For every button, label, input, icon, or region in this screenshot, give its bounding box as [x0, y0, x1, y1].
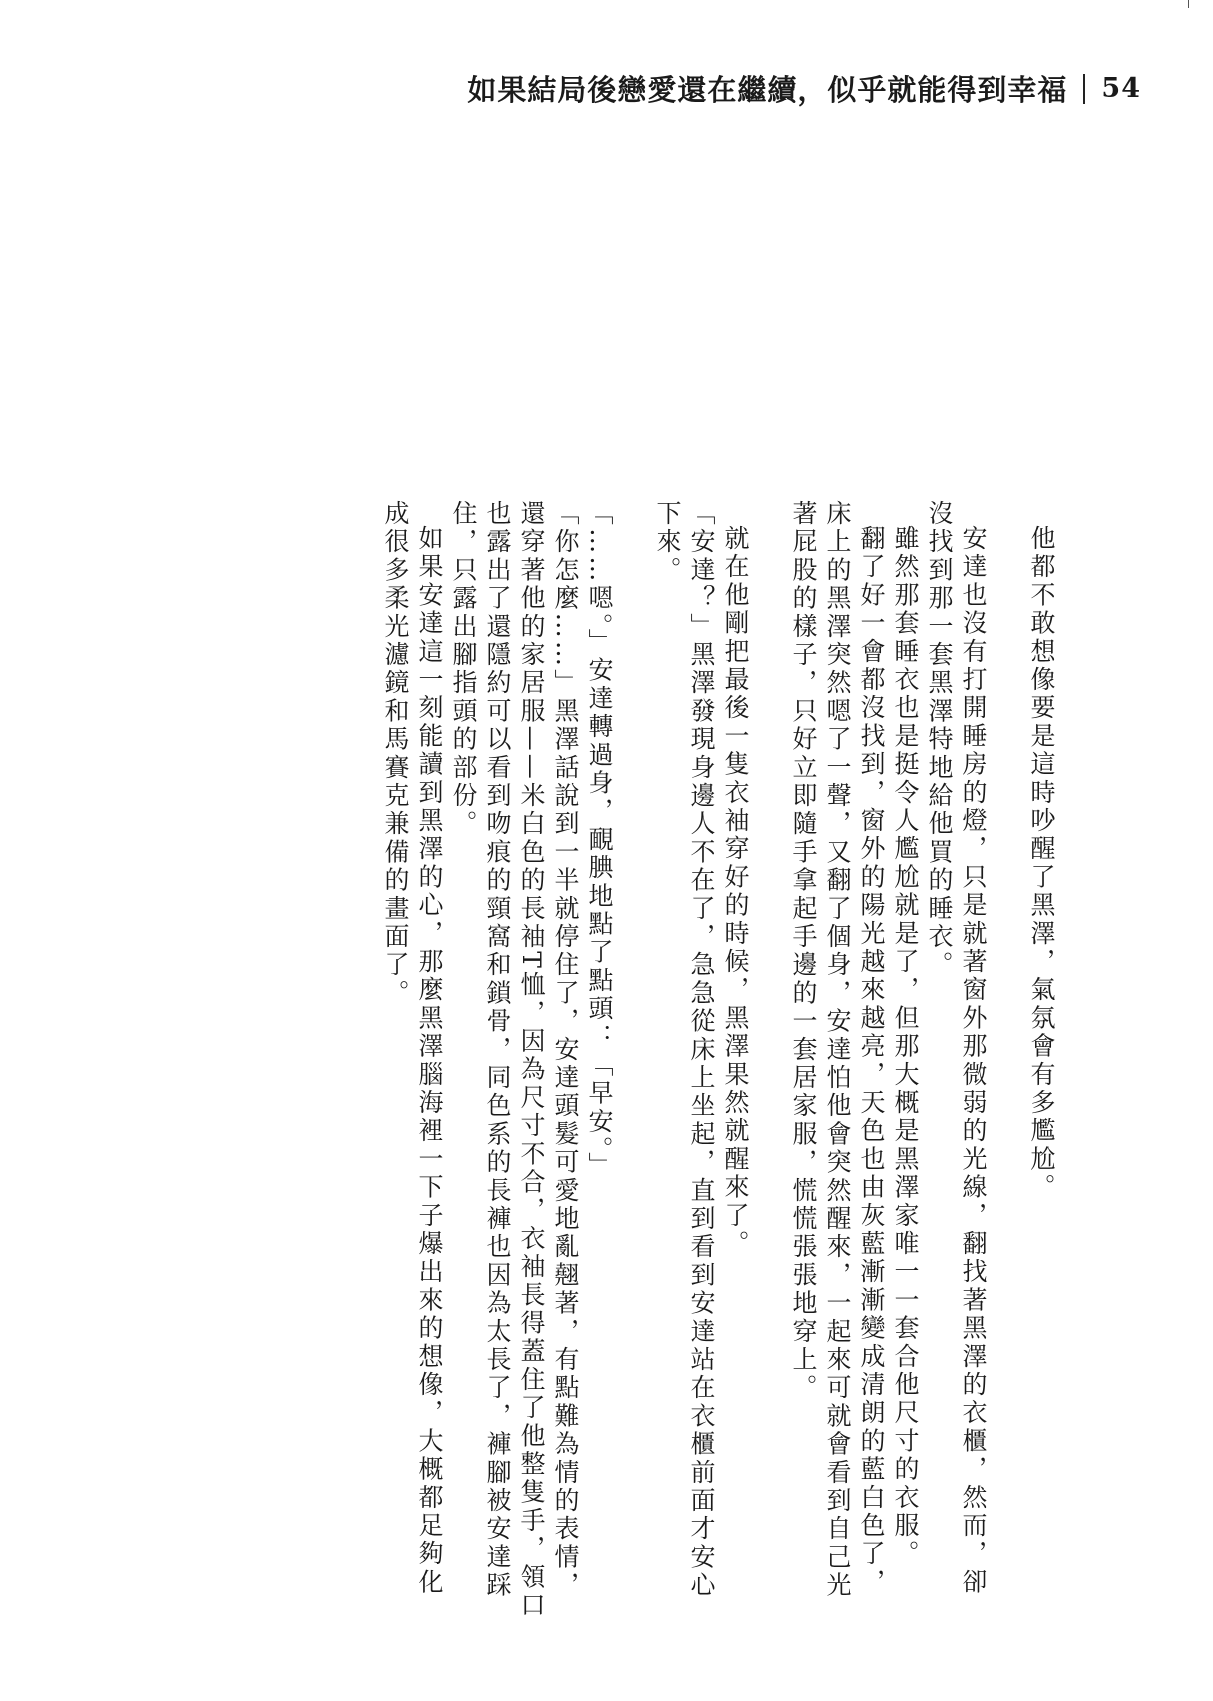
paragraph: 就在他剛把最後一隻衣袖穿好的時候，黑澤果然就醒來了。	[721, 525, 750, 1259]
crop-mark	[1188, 0, 1189, 8]
paragraph: 安達也沒有打開睡房的燈，只是就著窗外那微弱的光線，翻找著黑澤的衣櫃，然而，卻沒找到那一套黑澤特地給他買的睡衣。	[925, 500, 988, 1597]
paragraph: 他都不敢想像要是這時吵醒了黑澤，氣氛會有多尷尬。	[1027, 525, 1056, 1202]
chapter-title: 如果結局後戀愛還在繼續，似乎就能得到幸福	[467, 73, 1068, 107]
paragraph: 「安達？」黑澤發現身邊人不在了，急急從床上坐起，直到看到安達站在衣櫃前面才安心下來。	[653, 500, 716, 1600]
running-head	[467, 68, 1141, 109]
paragraph: 雖然那套睡衣也是挺令人尷尬就是了，但那大概是黑澤家唯一一套合他尺寸的衣服。	[891, 525, 920, 1569]
paragraph: 如果安達這一刻能讀到黑澤的心，那麼黑澤腦海裡一下子爆出來的想像，大概都足夠化成很多柔光濾鏡和馬賽克兼備的畫面了。	[381, 500, 444, 1597]
header-divider	[1083, 74, 1085, 104]
paragraph: 翻了好一會都沒找到，窗外的陽光越來越亮，天色也由灰藍漸漸變成清朗的藍白色了，床上的黑澤突然嗯了一聲，又翻了個身，安達怕他會突然醒來，一起來可就會看到自己光著屁股的樣子，只好立即隨手拿起手邊的一套居家服，慌慌張張地穿上。	[789, 500, 886, 1600]
vertical-body-text	[158, 500, 1058, 1620]
paragraph: 「你怎麼……」黑澤話說到一半就停住了，安達頭髮可愛地亂翹著，有點難為情的表情，還穿著他的家居服——米白色的長袖T恤，因為尺寸不合，衣袖長得蓋住了他整隻手，領口也露出了還隱約可以看到吻痕的頸窩和鎖骨，同色系的長褲也因為太長了，褲腳被安達踩住，只露出腳指頭的部份。	[449, 500, 580, 1620]
page-number: 54	[1101, 73, 1141, 104]
paragraph: 「……嗯。」安達轉過身，靦腆地點了點頭：「早安。」	[585, 500, 614, 1180]
